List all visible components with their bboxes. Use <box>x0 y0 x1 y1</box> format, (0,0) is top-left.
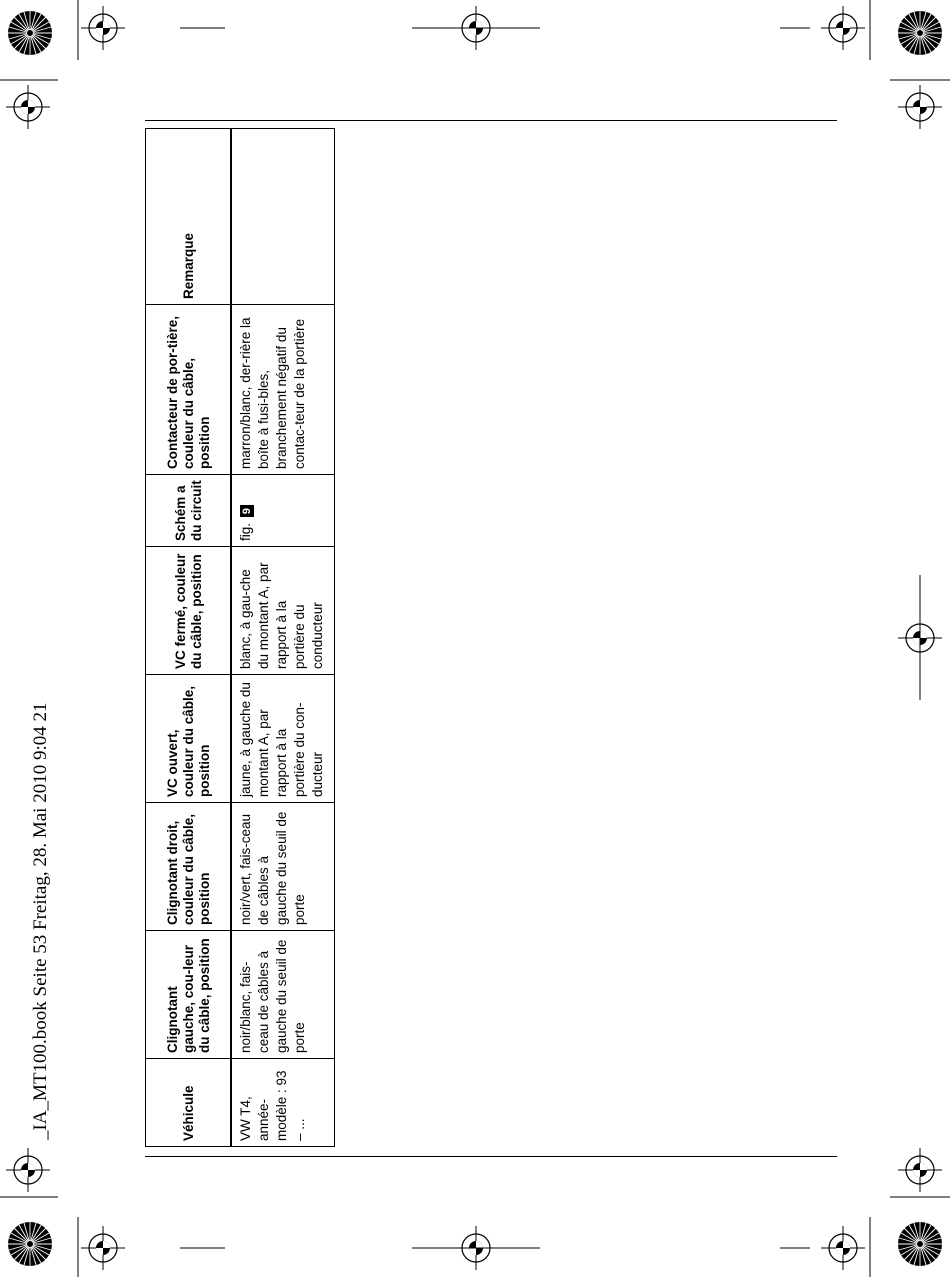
bottom-rule <box>145 1156 837 1157</box>
cell-left-blinker: noir/blanc, fais-ceau de câbles à gauche du seuil de porte <box>231 931 335 1059</box>
cell-vc-open: jaune, à gauche du montant A, par rapport à la portière du con-ducteur <box>231 675 335 803</box>
cell-remark <box>231 129 335 305</box>
top-rule <box>145 120 837 121</box>
header-vc-closed: VC fermé, couleur du câble, position <box>146 547 232 675</box>
rosette-bottom-right <box>898 1222 942 1266</box>
rosette-top-left <box>8 11 52 55</box>
header-right-blinker: Clignotant droit, couleur du câble, position <box>146 803 232 931</box>
cell-right-blinker: noir/vert, fais-ceau de câbles à gauche du seuil de porte <box>231 803 335 931</box>
crosshair-right-3 <box>898 1148 942 1192</box>
header-vehicle: Véhicule <box>146 1059 232 1147</box>
rosette-top-right <box>898 11 942 55</box>
crosshair-bottom-1 <box>81 1226 125 1270</box>
cell-door-contact: marron/blanc, der-rière la boîte à fusi-bles, branchement négatif du contac-teur de la portière <box>231 305 335 475</box>
cable-table <box>145 128 335 1147</box>
crosshair-top-1 <box>81 6 125 50</box>
fig-number-badge: 9 <box>240 505 254 517</box>
table-row <box>231 129 335 1147</box>
header-door-contact: Contacteur de por-tière, couleur du câble, position <box>146 305 232 475</box>
fig-label: fig. <box>238 522 253 541</box>
crosshair-right-1 <box>898 85 942 129</box>
crosshair-left-1 <box>6 85 50 129</box>
cell-vehicle: VW T4, année-modèle : 93 – ... <box>231 1059 335 1147</box>
crosshair-left-2 <box>6 1148 50 1192</box>
crosshair-bottom-3 <box>821 1226 865 1270</box>
header-remark: Remarque <box>146 129 232 305</box>
header-circuit: Schém a du circuit <box>146 475 232 547</box>
cable-table-wrapper <box>145 129 335 1147</box>
cell-circuit <box>231 475 335 547</box>
header-vc-open: VC ouvert, couleur du câble, position <box>146 675 232 803</box>
print-slug: _IA_MT100.book Seite 53 Freitag, 28. Mai 2010 9:04 21 <box>30 702 51 1140</box>
table-header-row <box>146 129 232 1147</box>
cell-vc-closed: blanc, à gau-che du montant A, par rapport à la portière du conducteur <box>231 547 335 675</box>
crosshair-top-3 <box>821 6 865 50</box>
rosette-bottom-left <box>8 1222 52 1266</box>
header-left-blinker: Clignotant gauche, cou-leur du câble, position <box>146 931 232 1059</box>
